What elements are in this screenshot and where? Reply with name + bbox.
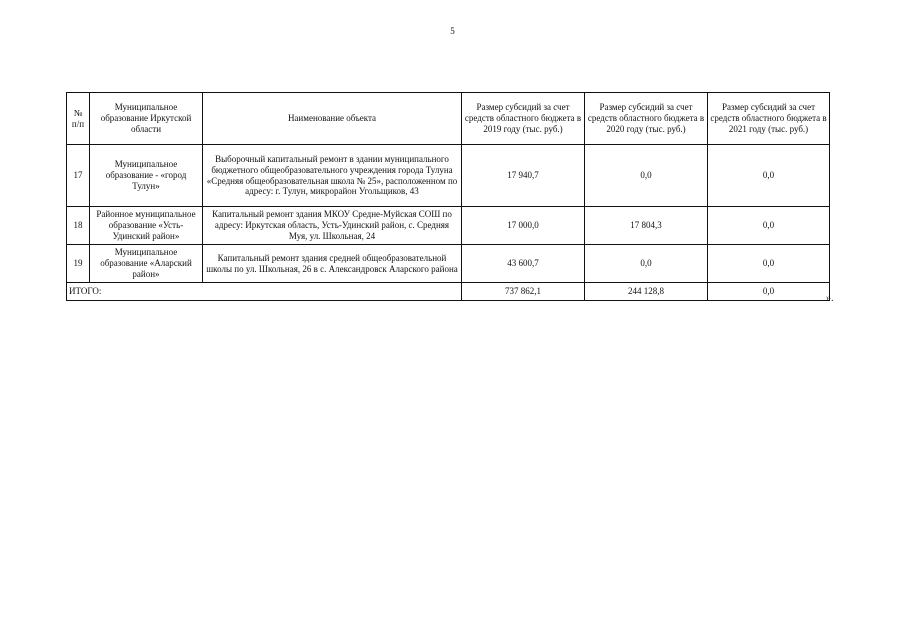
- header-2019: Размер субсидий за счет средств областного бюджета в 2019 году (тыс. руб.): [462, 93, 585, 145]
- row-2021: 0,0: [708, 207, 830, 245]
- row-2019: 17 940,7: [462, 145, 585, 207]
- header-municipality: Муниципальное образование Иркутской области: [90, 93, 203, 145]
- header-2020: Размер субсидий за счет средств областного бюджета в 2020 году (тыс. руб.): [585, 93, 708, 145]
- table-header-row: [67, 93, 830, 145]
- row-num: 18: [67, 207, 90, 245]
- total-2019: 737 862,1: [462, 283, 585, 301]
- row-num: 17: [67, 145, 90, 207]
- header-num: № п/п: [67, 93, 90, 145]
- row-2021: 0,0: [708, 145, 830, 207]
- row-2019: 17 000,0: [462, 207, 585, 245]
- table-row: [67, 245, 830, 283]
- row-num: 19: [67, 245, 90, 283]
- total-label: ИТОГО:: [67, 283, 462, 301]
- subsidies-table: [66, 92, 830, 301]
- row-municipality: Муниципальное образование «Аларский район»: [90, 245, 203, 283]
- table-row: [67, 145, 830, 207]
- row-2019: 43 600,7: [462, 245, 585, 283]
- row-municipality: Районное муниципальное образование «Усть-Удинский район»: [90, 207, 203, 245]
- total-row: [67, 283, 830, 301]
- header-object: Наименование объекта: [203, 93, 462, 145]
- row-2021: 0,0: [708, 245, 830, 283]
- row-municipality: Муниципальное образование - «город Тулун»: [90, 145, 203, 207]
- header-2021: Размер субсидий за счет средств областного бюджета в 2021 году (тыс. руб.): [708, 93, 830, 145]
- row-2020: 0,0: [585, 245, 708, 283]
- row-object: Капитальный ремонт здания средней общеобразовательной школы по ул. Школьная, 26 в с. Александровск Аларского района: [203, 245, 462, 283]
- row-object: Капитальный ремонт здания МКОУ Средне-Муйская СОШ по адресу: Иркутская область, Усть-Удинский район, с. Средняя Муя, ул. Школьная, 24: [203, 207, 462, 245]
- total-2020: 244 128,8: [585, 283, 708, 301]
- closing-quote-mark: ».: [826, 293, 834, 304]
- row-2020: 17 804,3: [585, 207, 708, 245]
- table-row: [67, 207, 830, 245]
- row-2020: 0,0: [585, 145, 708, 207]
- page-number: 5: [450, 26, 455, 36]
- row-object: Выборочный капитальный ремонт в здании муниципального бюджетного общеобразовательного учреждения города Тулуна «Средняя общеобразовательная школа № 25», расположенном по адресу: г. Тулун, микрорайон Угольщиков, 43: [203, 145, 462, 207]
- total-2021: 0,0: [708, 283, 830, 301]
